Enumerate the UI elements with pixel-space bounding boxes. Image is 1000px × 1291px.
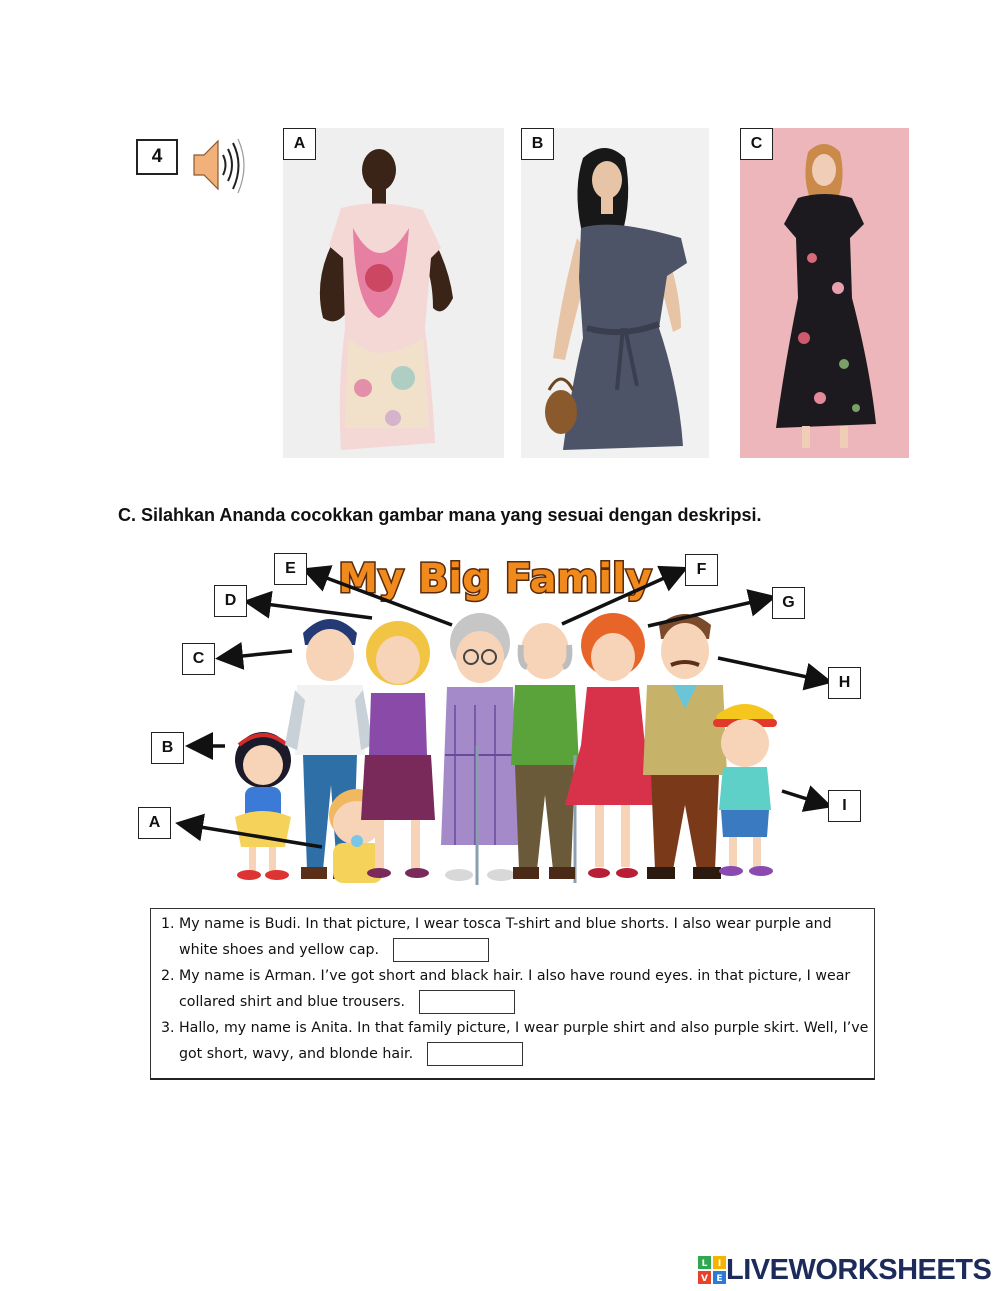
answer-3-input[interactable] [427, 1042, 523, 1066]
label-box-e[interactable] [274, 553, 307, 585]
family-picture-title-text: My Big Family [338, 556, 652, 602]
liveworksheets-brand-text: LIVEWORKSHEETS [726, 1253, 992, 1286]
arrow-a [182, 824, 322, 847]
liveworksheets-logo[interactable] [698, 1253, 992, 1286]
label-a-text: A [148, 814, 161, 831]
arrow-e [308, 571, 452, 625]
arrow-i [782, 791, 826, 805]
description-3-text: Hallo, my name is Anita. In that family picture, I wear purple shirt and also purple skirt. Well, I’ve got short, wavy, and blonde hair. [179, 1020, 869, 1062]
label-box-a[interactable] [138, 807, 171, 839]
label-box-g[interactable] [772, 587, 805, 619]
arrow-h [718, 658, 826, 681]
description-2-text: My name is Arman. I’ve got short and black hair. I also have round eyes. in that picture, I wear collared shirt and blue trousers. [179, 968, 851, 1010]
arrow-d [250, 602, 372, 618]
label-g-text: G [782, 594, 795, 611]
label-box-c[interactable] [182, 643, 215, 675]
label-box-h[interactable] [828, 667, 861, 699]
option-c-label-text: C [750, 135, 763, 152]
arrow-f [562, 570, 682, 624]
label-i-text: I [842, 797, 847, 814]
answer-1-input[interactable] [393, 938, 489, 962]
svg-text:I: I [717, 1259, 722, 1269]
label-b-text: B [161, 739, 174, 756]
option-a-label-text: A [293, 135, 306, 152]
descriptions-box [150, 908, 875, 1080]
label-box-f[interactable] [685, 554, 718, 586]
label-d-text: D [224, 592, 237, 609]
description-item [179, 1015, 874, 1067]
svg-text:L: L [701, 1259, 708, 1269]
label-box-i[interactable] [828, 790, 861, 822]
liveworksheets-logo-icon [698, 1256, 726, 1284]
arrow-g [648, 598, 770, 626]
svg-text:E: E [716, 1274, 723, 1284]
description-1-text: My name is Budi. In that picture, I wear tosca T-shirt and blue shorts. I also wear purple and white shoes and yellow cap. [179, 916, 832, 958]
label-h-text: H [838, 674, 851, 691]
label-box-b[interactable] [151, 732, 184, 764]
description-item [179, 963, 874, 1015]
label-box-d[interactable] [214, 585, 247, 617]
section-c-title: C. Silahkan Ananda cocokkan gambar mana yang sesuai dengan deskripsi. [118, 505, 762, 525]
svg-text:V: V [701, 1274, 708, 1284]
answer-2-input[interactable] [419, 990, 515, 1014]
option-b-label-text: B [531, 135, 544, 152]
label-e-text: E [285, 560, 296, 577]
description-item [179, 911, 874, 963]
arrow-c [222, 651, 292, 658]
label-f-text: F [696, 561, 707, 578]
label-c-text: C [192, 650, 205, 667]
descriptions-list [151, 911, 874, 1067]
question-number-text: 4 [151, 146, 163, 167]
